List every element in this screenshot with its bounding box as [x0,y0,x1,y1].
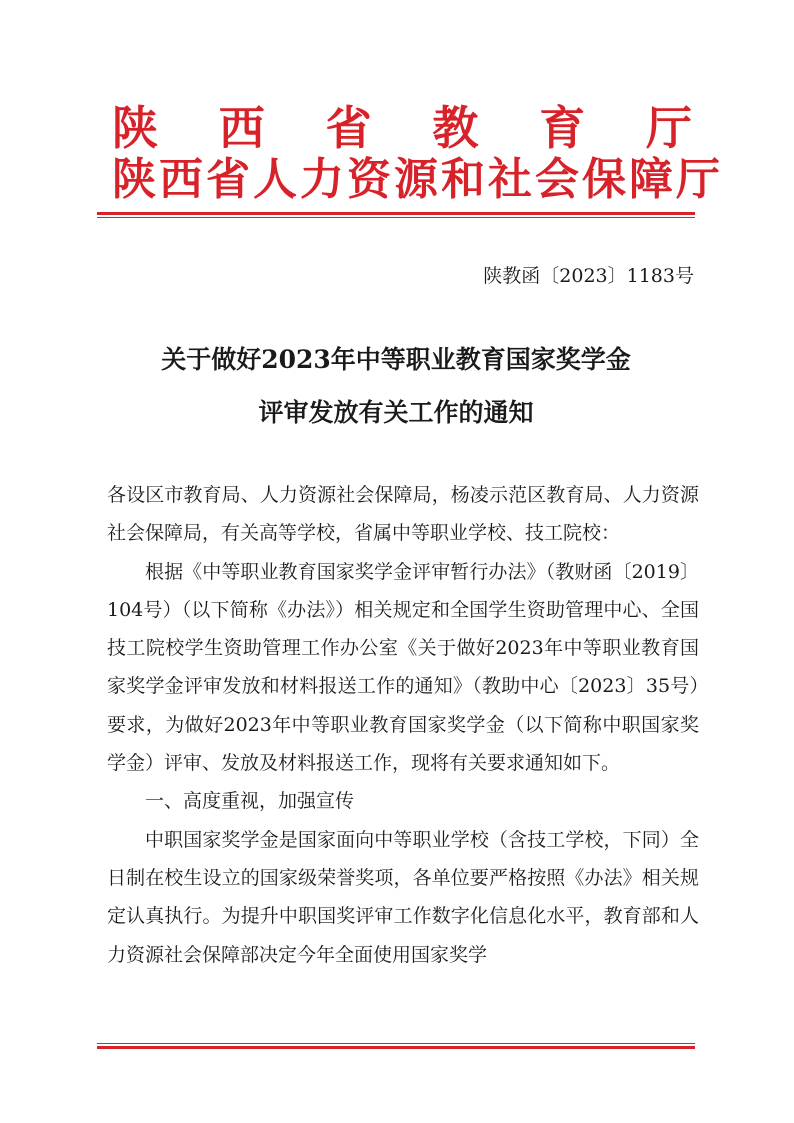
section-heading: 一、高度重视，加强宣传 [145,790,355,813]
document-number: 陕教函〔2023〕1183号 [483,265,694,287]
body-paragraph: 中职国家奖学金是国家面向中等职业学校（含技工学校，下同）全日制在校生设立的国家级荣誉奖项，各单位要严格按照《办法》相关规定认真执行。为提升中职国奖评审工作数字化信息化水平，教育部和人力资源社会保障部决定今年全面使用国家奖学 [107,828,699,966]
letterhead-char: 教 [432,101,479,155]
letterhead-char: 育 [539,101,586,155]
letterhead-education-dept [112,100,692,156]
letterhead-divider [97,212,695,218]
letterhead-hr-dept: 陕西省人力资源和社会保障厅 [112,154,723,205]
document-title-line2: 评审发放有关工作的通知 [258,398,534,427]
letterhead-char: 西 [218,101,265,155]
letterhead-char: 陕 [112,101,158,155]
document-body [107,476,699,974]
body-paragraph: 根据《中等职业教育国家奖学金评审暂行办法》（教财函〔2019〕104号）（以下简称《办法》）相关规定和全国学生资助管理中心、全国技工院校学生资助管理工作办公室《关于做好2023年中等职业教育国家奖学金评审发放和材料报送工作的通知》（教助中心〔2023〕35号）要求，为做好2023年中等职业教育国家奖学金（以下简称中职国家奖学金）评审、发放及材料报送工作，现将有关要求通知如下。 [107,560,699,775]
letterhead-char: 厅 [645,101,692,155]
footer-divider [97,1043,695,1049]
document-title-line1: 关于做好2023年中等职业教育国家奖学金 [161,345,631,374]
addressee: 各设区市教育局、人力资源社会保障局，杨凌示范区教育局、人力资源社会保障局，有关高等学校，省属中等职业学校、技工院校： [107,484,699,545]
letterhead-char: 省 [325,101,372,155]
